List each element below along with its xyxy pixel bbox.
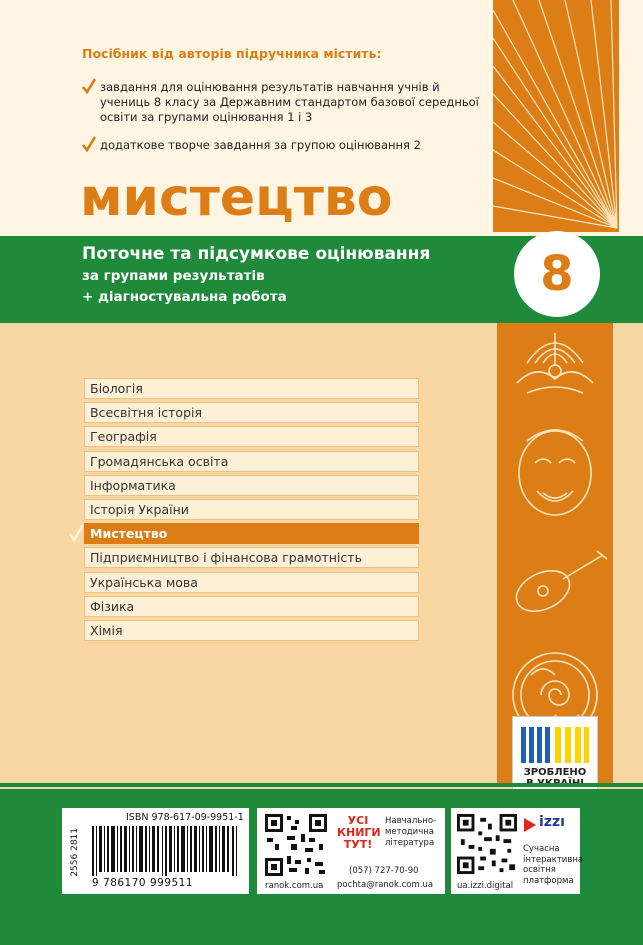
publisher-panel: [257, 808, 445, 894]
publisher-url: ranok.com.ua: [265, 881, 324, 891]
subject-row: [84, 378, 419, 399]
grade-number: 8: [540, 246, 574, 302]
subjects-list: [84, 378, 419, 644]
made-in-ukraine-badge: [512, 716, 598, 800]
subject-label: Підприємництво і фінансова грамотність: [90, 550, 362, 566]
literature-label: Навчально-методична література: [385, 816, 437, 848]
subject-row-active: [84, 523, 419, 544]
ornament-icons: [497, 323, 613, 783]
subject-row: [84, 547, 419, 568]
right-edge: [613, 323, 643, 783]
subject-label: Історія України: [90, 501, 189, 517]
theater-mask-icon: [519, 430, 591, 515]
barcode-number: 9 786170 999511: [92, 877, 194, 889]
isbn-panel: [62, 808, 249, 894]
izzi-url: ua.izzi.digital: [457, 881, 514, 891]
izzi-play-icon: [523, 817, 537, 833]
lute-icon: [510, 551, 607, 619]
subject-row: [84, 499, 419, 520]
izzi-description: Сучасна інтерактивна освітня платформа: [523, 844, 584, 886]
subject-label: Хімія: [90, 622, 123, 638]
promo-line: УСІ: [347, 814, 369, 827]
subject-row: [84, 572, 419, 593]
intro-title: Посібник від авторів підручника містить:: [82, 46, 382, 61]
intro-bullet-text: додаткове творче завдання за групою оцінювання 2: [100, 138, 421, 152]
subject-label: Біологія: [90, 381, 143, 396]
subject-row: [84, 402, 419, 423]
bottom-stripe: [0, 783, 643, 787]
subject-row: [84, 451, 419, 472]
check-icon: [82, 136, 96, 152]
subject-label: Фізика: [90, 598, 135, 614]
subject-row: [84, 426, 419, 447]
isbn-text: ISBN 978-617-09-9951-1: [126, 812, 244, 823]
subject-label: Інформатика: [90, 477, 176, 493]
palmette-icon: [517, 333, 593, 393]
barcode-image: [92, 826, 242, 876]
subject-label: Українська мова: [90, 574, 198, 590]
ornament-column: [497, 323, 613, 783]
izzi-panel: [451, 808, 584, 894]
band-subtitle: за групами результатів: [82, 268, 265, 284]
subject-title: мистецтво: [80, 168, 393, 228]
subject-row: [84, 475, 419, 496]
promo-line: ТУТ!: [343, 838, 373, 851]
check-icon: [69, 524, 84, 542]
qr-code-icon: [265, 814, 327, 876]
qr-code-icon: [457, 814, 517, 874]
subject-label: Географія: [90, 429, 157, 445]
promo-line: КНИГИ: [337, 826, 381, 839]
badge-line: ЗРОБЛЕНО: [523, 767, 587, 778]
publisher-phone: (057) 727-70-90: [349, 866, 419, 876]
promo-block: [337, 815, 379, 861]
check-icon: [82, 78, 96, 94]
made-in-ukraine-logo: [521, 727, 589, 763]
izzi-logo: izzı: [539, 814, 565, 830]
publisher-email: pochta@ranok.com.ua: [337, 880, 434, 890]
sunburst-decoration: [493, 0, 619, 232]
band-subtitle: + діагностувальна робота: [82, 289, 287, 305]
barcode-side-number: 2556 2811: [70, 828, 80, 877]
band-title: Поточне та підсумкове оцінювання: [82, 244, 431, 264]
subject-row: [84, 620, 419, 641]
subject-label: Мистецтво: [90, 526, 168, 542]
subject-label: Всесвітня історія: [90, 405, 202, 421]
intro-bullet-text: завдання для оцінювання результатів навчання учнів й учениць 8 класу за Державним стандартом базової середньої освіти за групами оцінювання 1 і 3: [100, 80, 479, 124]
subject-label: Громадянська освіта: [90, 453, 229, 469]
subject-row: [84, 596, 419, 617]
